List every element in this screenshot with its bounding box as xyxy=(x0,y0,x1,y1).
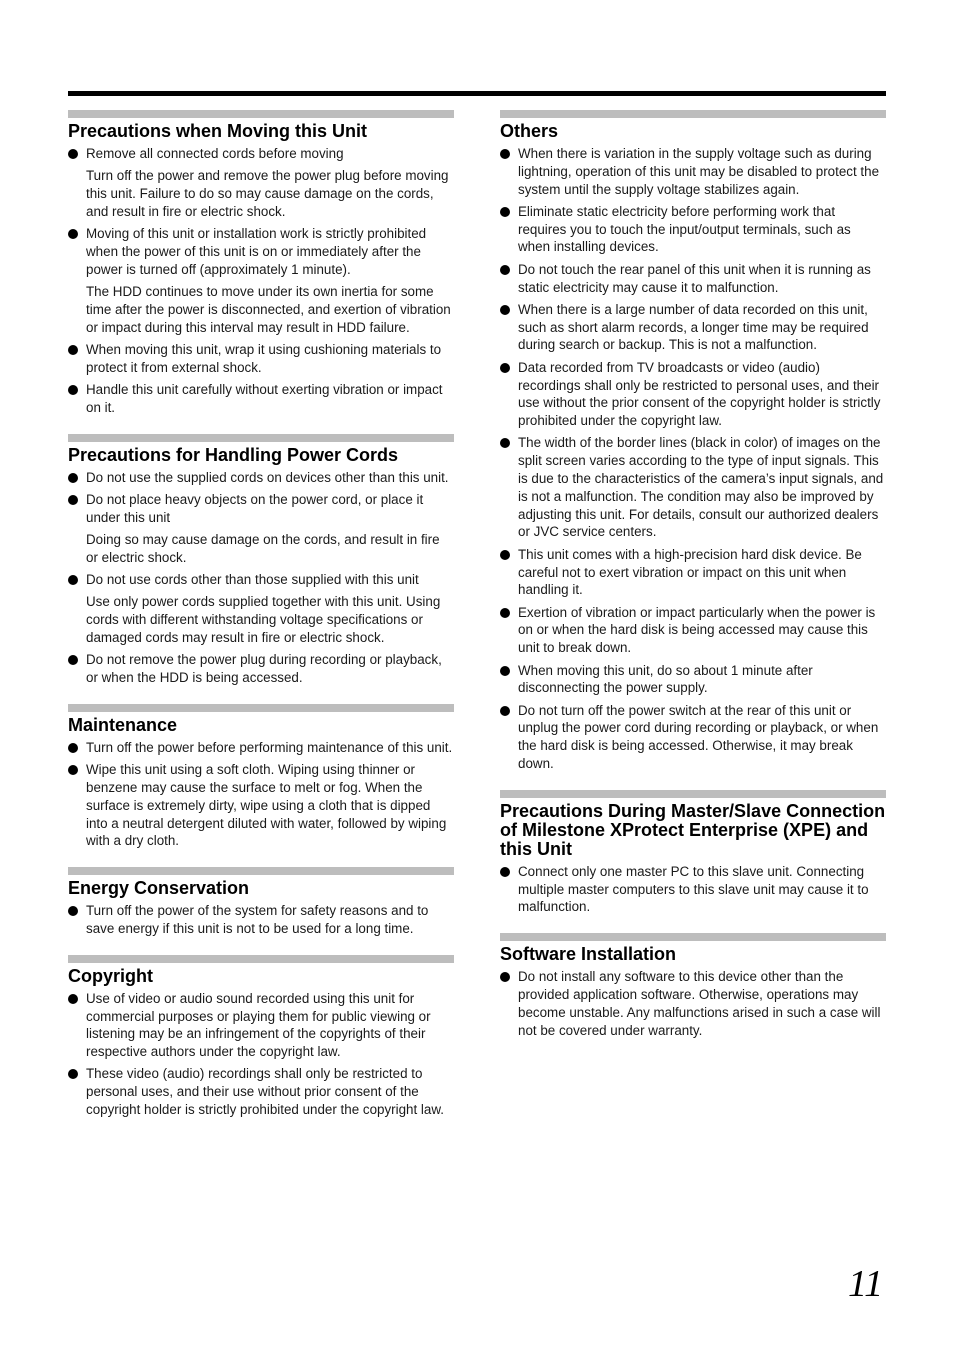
section-heading: Maintenance xyxy=(68,714,178,735)
bullet-icon xyxy=(500,363,510,373)
bullet-icon xyxy=(68,495,78,505)
bullet-icon xyxy=(500,438,510,448)
bullet-text: Do not turn off the power switch at the rear of this unit or unplug the power cord during recording or playback, or when the hard disk is being accessed. Otherwise, it may break down. xyxy=(518,702,879,771)
bullet-item xyxy=(500,203,886,256)
bullet-icon xyxy=(500,149,510,159)
bullet-icon xyxy=(68,743,78,753)
bullet-text: When moving this unit, do so about 1 minute after disconnecting the power supply. xyxy=(518,662,813,696)
bullet-item xyxy=(500,546,886,599)
bullet-item xyxy=(500,662,886,698)
left-column xyxy=(68,110,454,1136)
bullet-text: Connect only one master PC to this slave unit. Connecting multiple master computers to this slave unit may cause it to malfunction. xyxy=(518,863,869,915)
section-divider-bar xyxy=(68,955,454,963)
bullet-icon xyxy=(500,706,510,716)
bullet-text: Do not use cords other than those supplied with this unit xyxy=(86,572,419,588)
bullet-icon xyxy=(68,149,78,159)
bullet-item xyxy=(500,863,886,916)
bullet-icon xyxy=(500,550,510,560)
bullet-icon xyxy=(500,265,510,275)
bullet-text: Turn off the power of the system for safety reasons and to save energy if this unit is not to be used for a long time. xyxy=(86,903,429,936)
bullet-item xyxy=(68,491,454,527)
bullet-icon xyxy=(500,608,510,618)
section-copyright xyxy=(68,955,454,1119)
bullet-text: The width of the border lines (black in color) of images on the split screen varies according to the type of input signals. This is due to the characteristics of the camera’s input signals, and is not a malfunction. The condition may also be improved by adjusting this unit. For details, consult our authorized dealers or JVC service centers. xyxy=(518,435,884,540)
bullet-item xyxy=(68,145,454,163)
bullet-text: Exertion of vibration or impact particularly when the power is on or when the hard disk is being accessed may cause this unit to break down. xyxy=(518,604,876,656)
bullet-item xyxy=(500,604,886,657)
bullet-icon xyxy=(68,575,78,585)
bullet-text: Moving of this unit or installation work is strictly prohibited when the power of this unit is on or immediately after the power is turned off (approximately 1 minute). xyxy=(86,226,427,277)
section-heading: Copyright xyxy=(68,965,153,986)
section-divider-bar xyxy=(68,110,454,118)
bullet-item xyxy=(68,761,454,850)
bullet-icon xyxy=(500,867,510,877)
bullet-icon xyxy=(500,972,510,982)
bullet-icon xyxy=(68,1069,78,1079)
section-divider-bar xyxy=(500,790,886,798)
bullet-text: Do not use the supplied cords on devices other than this unit. xyxy=(86,469,449,485)
bullet-text: Do not place heavy objects on the power cord, or place it under this unit xyxy=(86,491,424,525)
section-divider-bar xyxy=(500,110,886,118)
bullet-icon xyxy=(500,305,510,315)
bullet-icon xyxy=(68,655,78,665)
bullet-item xyxy=(68,225,454,278)
bullet-item xyxy=(500,261,886,297)
bullet-icon xyxy=(500,207,510,217)
section-heading: Precautions when Moving this Unit xyxy=(68,121,368,141)
bullet-text: Use of video or audio sound recorded using this unit for commercial purposes or playing them for public viewing or listening may be an infringement of the copyrights of their respective authors under the copyright law. xyxy=(86,990,431,1060)
bullet-note: The HDD continues to move under its own inertia for some time after the power is disconnected, and exertion of vibration or impact during this interval may result in HDD failure. xyxy=(86,284,451,335)
section-divider-bar xyxy=(68,704,454,712)
section-divider-bar xyxy=(68,434,454,442)
section-maintenance xyxy=(68,704,454,850)
section-energy-conservation xyxy=(68,867,454,938)
section-precautions-when-moving-this-unit xyxy=(68,110,454,417)
bullet-text: Wipe this unit using a soft cloth. Wiping using thinner or benzene may cause the surface to melt or fog. When the surface is extremely dirty, wipe using a cloth that is dipped into a neutral detergent diluted with water, followed by wiping with a dry cloth. xyxy=(86,762,447,849)
bullet-icon xyxy=(68,765,78,775)
bullet-text: When moving this unit, wrap it using cushioning materials to protect it from external shock. xyxy=(86,341,442,375)
bullet-item xyxy=(500,145,886,198)
bullet-text: Data recorded from TV broadcasts or video (audio) recordings shall only be restricted to personal uses, and their use without the prior consent of the copyright holder is strictly prohibited under the copyright law. xyxy=(518,359,881,429)
section-precautions-during-master-slave-connecti xyxy=(500,790,886,916)
bullet-icon xyxy=(68,345,78,355)
bullet-text: When there is variation in the supply voltage such as during lightning, operation of this unit may be disabled to protect the system until the supply voltage stabilizes again. xyxy=(518,146,880,197)
section-precautions-for-handling-power-cords xyxy=(68,434,454,687)
bullet-text: Do not remove the power plug during recording or playback, or when the HDD is being accessed. xyxy=(86,652,442,686)
bullet-icon xyxy=(68,473,78,483)
bullet-text: Handle this unit carefully without exerting vibration or impact on it. xyxy=(86,382,443,415)
bullet-item xyxy=(68,739,454,757)
bullet-icon xyxy=(68,385,78,395)
bullet-item xyxy=(68,381,454,417)
bullet-item xyxy=(68,469,454,487)
section-software-installation xyxy=(500,933,886,1039)
top-rule xyxy=(68,91,886,96)
bullet-note: Use only power cords supplied together with this unit. Using cords with different withstanding voltage specifications or damaged cords may result in fire or electric shock. xyxy=(86,594,441,646)
bullet-item xyxy=(500,434,886,541)
bullet-text: When there is a large number of data recorded on this unit, such as short alarm records, a longer time may be required during search or backup. This is not a malfunction. xyxy=(518,301,869,353)
bullet-item xyxy=(500,702,886,773)
bullet-text: Eliminate static electricity before performing work that requires you to touch the input/output terminals, such as when installing devices. xyxy=(518,203,851,255)
bullet-text: This unit comes with a high-precision hard disk device. Be careful not to exert vibration or impact on this unit when handling it. xyxy=(518,546,862,598)
section-heading: Others xyxy=(500,121,559,141)
bullet-note: Doing so may cause damage on the cords, and result in fire or electric shock. xyxy=(86,532,440,565)
section-divider-bar xyxy=(68,867,454,875)
bullet-item xyxy=(68,341,454,377)
bullet-note: Turn off the power and remove the power plug before moving this unit. Failure to do so may cause damage on the cords, and result in fire or electric shock. xyxy=(86,168,449,219)
bullet-item xyxy=(500,301,886,354)
section-heading: Software Installation xyxy=(500,944,677,965)
bullet-text: Turn off the power before performing maintenance of this unit. xyxy=(86,739,453,755)
section-others xyxy=(500,110,886,773)
bullet-icon xyxy=(68,906,78,916)
bullet-icon xyxy=(68,229,78,239)
section-heading: Energy Conservation xyxy=(68,878,250,899)
bullet-text: Do not touch the rear panel of this unit when it is running as static electricity may cause it to malfunction. xyxy=(518,261,871,295)
bullet-item xyxy=(68,990,454,1061)
bullet-item xyxy=(68,651,454,687)
section-divider-bar xyxy=(500,933,886,941)
right-column xyxy=(500,110,886,1056)
bullet-item xyxy=(68,902,454,938)
bullet-item xyxy=(68,571,454,589)
section-heading: Precautions During Master/Slave Connection of Milestone XProtect Enterprise (XPE) and this Unit xyxy=(500,800,886,859)
page-number: 11 xyxy=(848,1263,884,1305)
bullet-item xyxy=(500,359,886,430)
bullet-text: Do not install any software to this device other than the provided application software. Otherwise, operations may become unstable. Any malfunctions arised in such a case will not be covered under warranty. xyxy=(518,969,881,1038)
bullet-item xyxy=(500,968,886,1039)
bullet-item xyxy=(68,1065,454,1118)
section-heading: Precautions for Handling Power Cords xyxy=(68,444,399,465)
bullet-text: These video (audio) recordings shall only be restricted to personal uses, and their use without prior consent of the copyright holder is strictly prohibited under the copyright law. xyxy=(86,1066,445,1118)
bullet-text: Remove all connected cords before moving xyxy=(86,146,344,161)
bullet-icon xyxy=(500,666,510,676)
bullet-icon xyxy=(68,994,78,1004)
